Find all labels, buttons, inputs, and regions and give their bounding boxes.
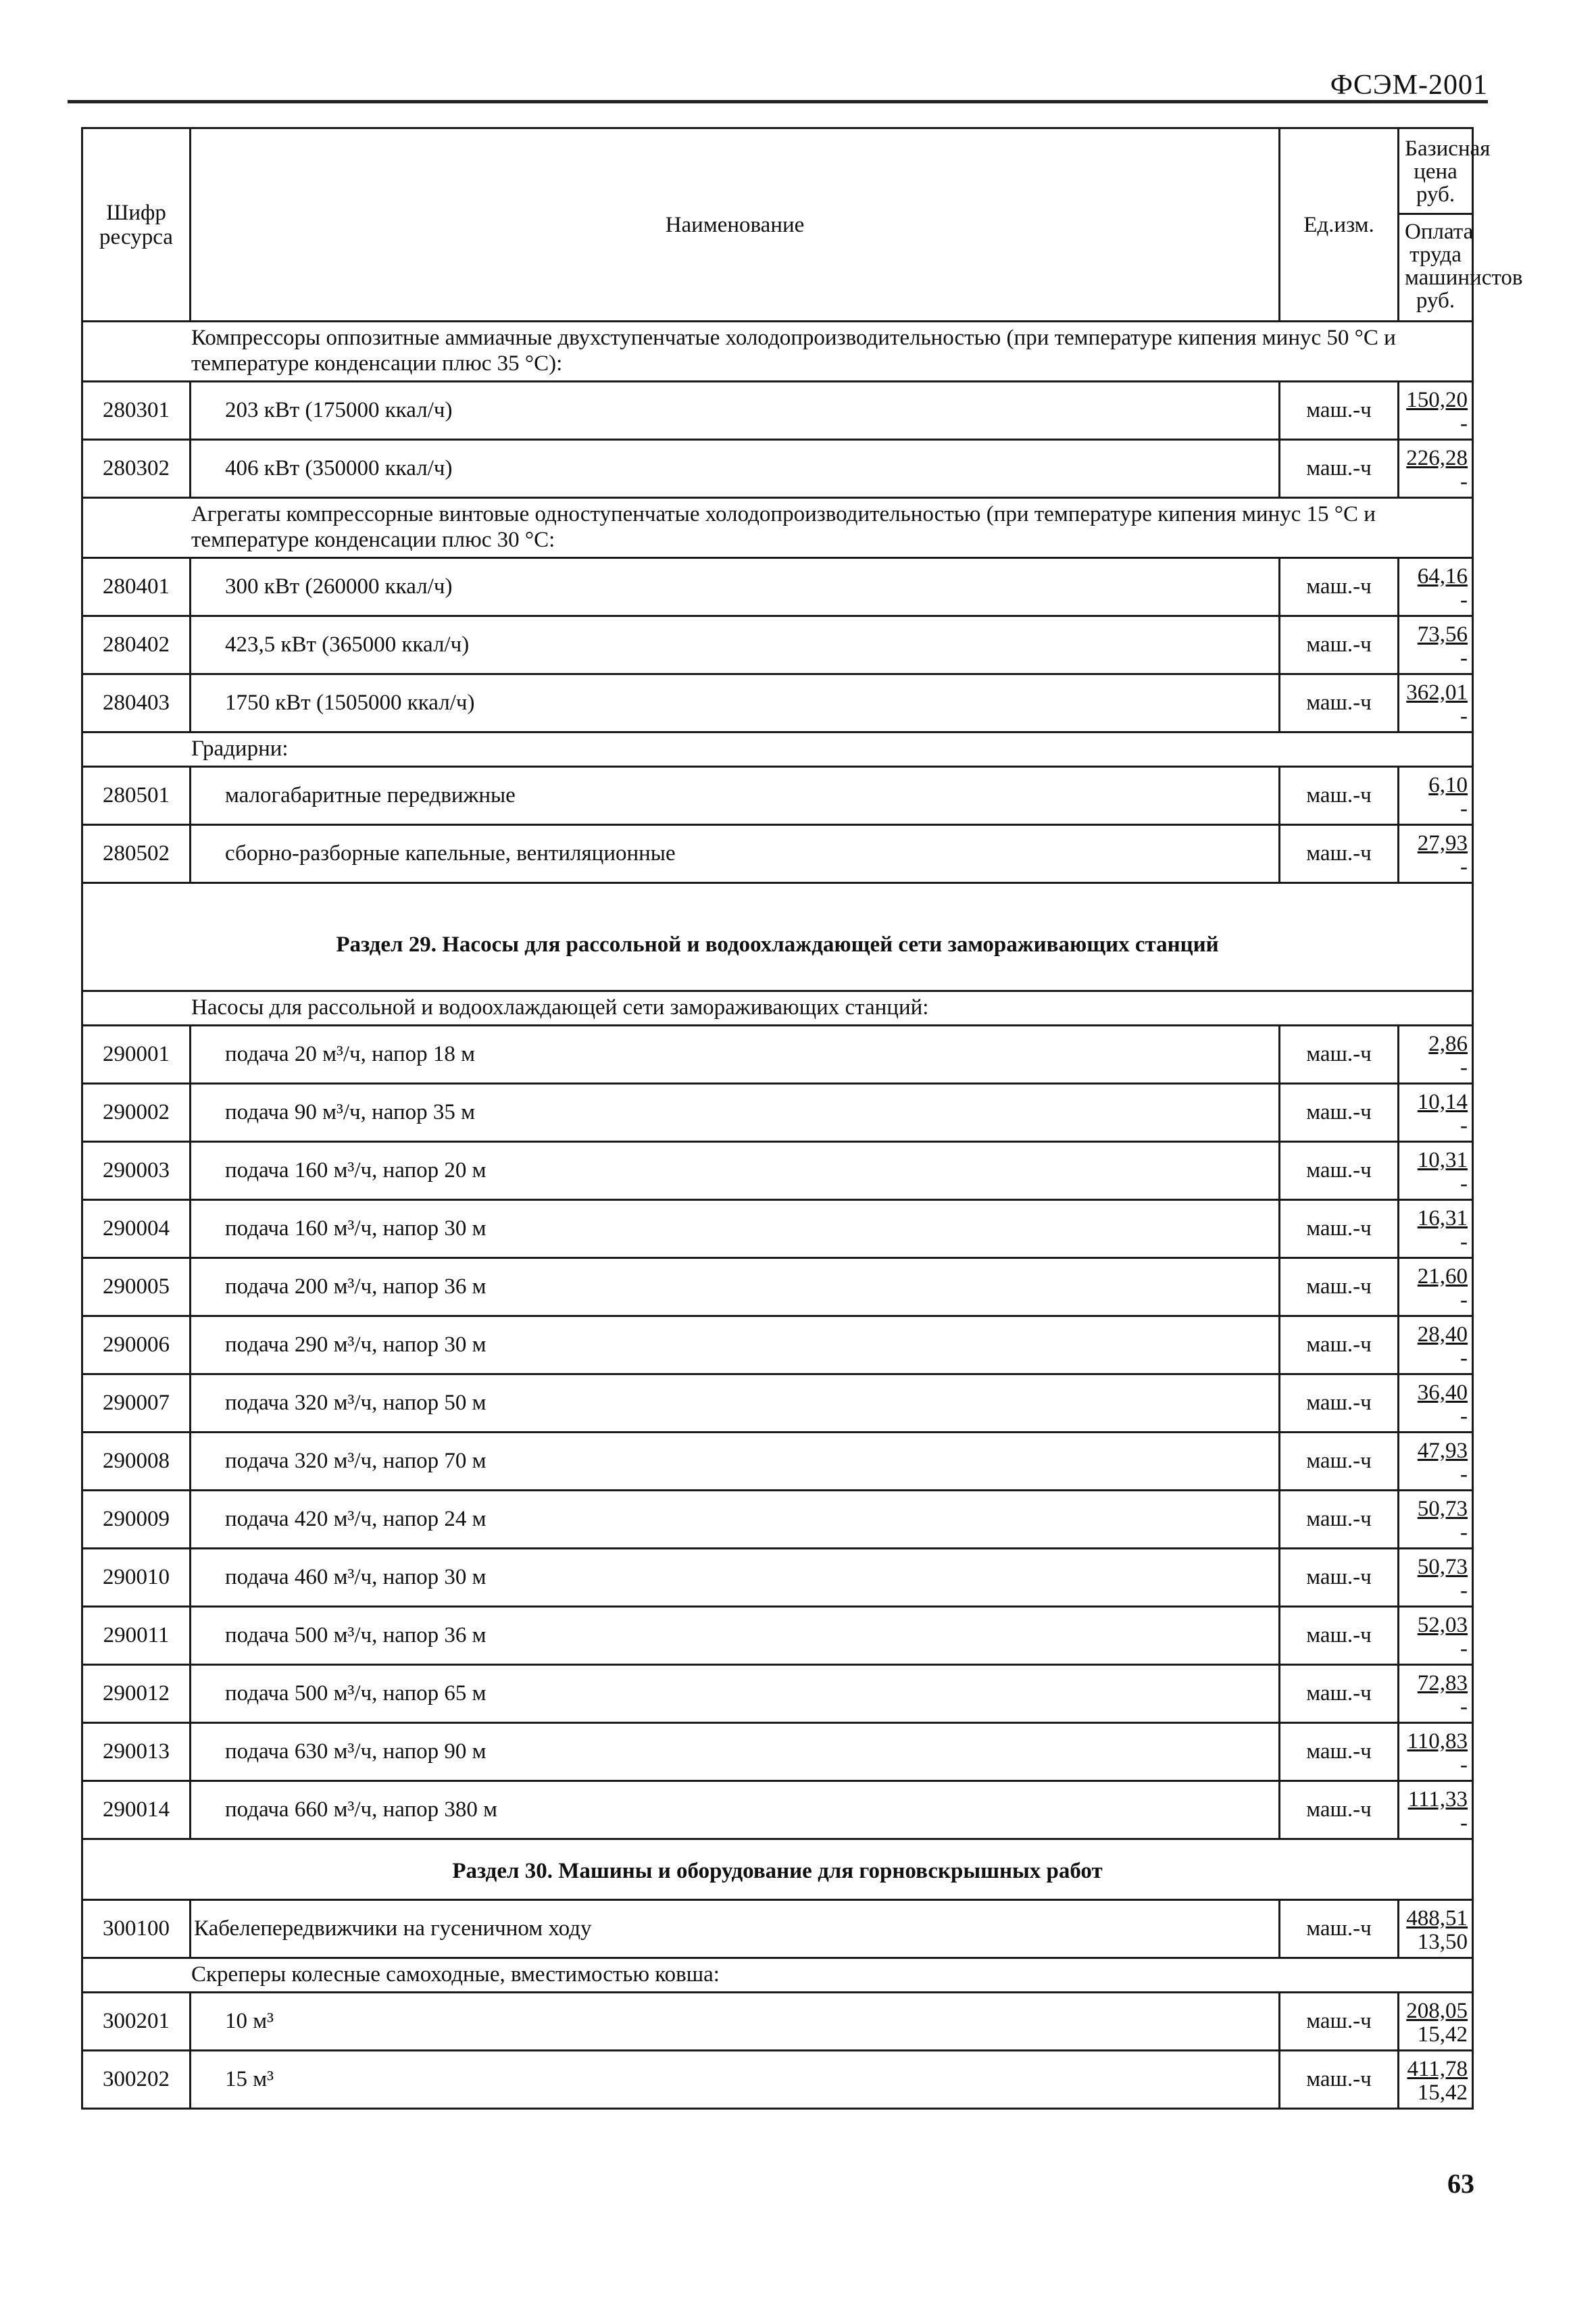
- base-price: 488,51: [1406, 1906, 1468, 1931]
- table-row: [82, 1200, 1473, 1258]
- table-row: [82, 1900, 1473, 1958]
- row-price: [1399, 1549, 1473, 1607]
- row-name: малогабаритные передвижные: [191, 767, 1280, 825]
- base-price: 362,01: [1406, 680, 1468, 705]
- wage-price: -: [1460, 645, 1468, 670]
- row-code: 290013: [82, 1723, 191, 1781]
- row-unit: маш.-ч: [1280, 1665, 1399, 1723]
- row-price: [1399, 558, 1473, 616]
- row-price: [1399, 1026, 1473, 1084]
- table-row: [82, 1549, 1473, 1607]
- base-price: 10,31: [1417, 1147, 1468, 1172]
- row-unit: маш.-ч: [1280, 1993, 1399, 2051]
- row-code: 290011: [82, 1607, 191, 1665]
- wage-price: -: [1460, 1694, 1468, 1719]
- row-unit: маш.-ч: [1280, 2051, 1399, 2109]
- row-unit: маш.-ч: [1280, 1900, 1399, 1958]
- row-unit: маш.-ч: [1280, 1258, 1399, 1316]
- row-price: [1399, 1316, 1473, 1374]
- group-row: [82, 498, 1473, 558]
- base-price: 36,40: [1417, 1380, 1468, 1405]
- page-number: 63: [1447, 2168, 1474, 2199]
- row-unit: маш.-ч: [1280, 1142, 1399, 1200]
- base-price: 21,60: [1417, 1264, 1468, 1289]
- row-code: 290003: [82, 1142, 191, 1200]
- base-price: 2,86: [1428, 1031, 1468, 1056]
- header-price: [1399, 128, 1523, 322]
- wage-price: -: [1460, 1810, 1468, 1835]
- wage-price: -: [1460, 1752, 1468, 1777]
- row-name: 203 кВт (175000 ккал/ч): [191, 382, 1280, 440]
- row-name: подача 320 м³/ч, напор 50 м: [191, 1374, 1280, 1433]
- row-price: [1399, 1433, 1473, 1491]
- base-price: 226,28: [1406, 445, 1468, 470]
- table-row: [82, 1781, 1473, 1839]
- row-code: 290012: [82, 1665, 191, 1723]
- row-unit: маш.-ч: [1280, 440, 1399, 498]
- base-price: 73,56: [1417, 622, 1468, 647]
- table-row: [82, 1491, 1473, 1549]
- row-unit: маш.-ч: [1280, 1723, 1399, 1781]
- group-row: [82, 1958, 1473, 1993]
- row-name: подача 290 м³/ч, напор 30 м: [191, 1316, 1280, 1374]
- table-row: [82, 1993, 1473, 2051]
- row-unit: маш.-ч: [1280, 1374, 1399, 1433]
- row-price: [1399, 440, 1473, 498]
- row-unit: маш.-ч: [1280, 1491, 1399, 1549]
- row-price: [1399, 825, 1473, 883]
- wage-price: -: [1460, 1462, 1468, 1487]
- row-unit: маш.-ч: [1280, 1781, 1399, 1839]
- row-price: [1399, 1200, 1473, 1258]
- wage-price: -: [1460, 1403, 1468, 1428]
- group-label: Агрегаты компрессорные винтовые одноступенчатые холодопроизводительностью (при температуре кипения минус 15 °С и температуре конденсации плюс 30 °С:: [82, 498, 1473, 558]
- wage-price: -: [1460, 1345, 1468, 1370]
- section-title: Раздел 29. Насосы для рассольной и водоохлаждающей сети замораживающих станций: [82, 883, 1473, 991]
- base-price: 50,73: [1417, 1554, 1468, 1579]
- table-row: [82, 1433, 1473, 1491]
- document-code: ФСЭМ-2001: [1330, 70, 1488, 101]
- row-price: [1399, 2051, 1473, 2109]
- base-price: 110,83: [1407, 1728, 1468, 1753]
- group-row: [82, 732, 1473, 767]
- table-row: [82, 616, 1473, 674]
- row-unit: маш.-ч: [1280, 1200, 1399, 1258]
- row-code: 280502: [82, 825, 191, 883]
- group-label: Скреперы колесные самоходные, вместимостью ковша:: [82, 1958, 1473, 1993]
- table-row: [82, 440, 1473, 498]
- row-name: подача 160 м³/ч, напор 20 м: [191, 1142, 1280, 1200]
- row-code: 290004: [82, 1200, 191, 1258]
- table-row: [82, 674, 1473, 732]
- row-name: подача 200 м³/ч, напор 36 м: [191, 1258, 1280, 1316]
- row-code: 280402: [82, 616, 191, 674]
- table-row: [82, 1084, 1473, 1142]
- wage-price: -: [1460, 1171, 1468, 1196]
- section-row: [82, 883, 1473, 991]
- wage-price: -: [1460, 1578, 1468, 1603]
- table-row: [82, 1374, 1473, 1433]
- table-row: [82, 1607, 1473, 1665]
- base-price: 64,16: [1417, 564, 1468, 589]
- table-row: [82, 1665, 1473, 1723]
- row-code: 290014: [82, 1781, 191, 1839]
- row-code: 290008: [82, 1433, 191, 1491]
- row-unit: маш.-ч: [1280, 382, 1399, 440]
- row-name: подача 90 м³/ч, напор 35 м: [191, 1084, 1280, 1142]
- base-price: 47,93: [1417, 1438, 1468, 1463]
- row-name: подача 420 м³/ч, напор 24 м: [191, 1491, 1280, 1549]
- row-name: 1750 кВт (1505000 ккал/ч): [191, 674, 1280, 732]
- base-price: 72,83: [1417, 1670, 1468, 1695]
- row-unit: маш.-ч: [1280, 1026, 1399, 1084]
- row-price: [1399, 1258, 1473, 1316]
- row-price: [1399, 767, 1473, 825]
- row-price: [1399, 1607, 1473, 1665]
- base-price: 16,31: [1417, 1205, 1468, 1230]
- group-row: [82, 991, 1473, 1026]
- table-row: [82, 1142, 1473, 1200]
- wage-price: 13,50: [1417, 1929, 1468, 1954]
- row-name: подача 20 м³/ч, напор 18 м: [191, 1026, 1280, 1084]
- resource-table: [81, 127, 1523, 2110]
- row-unit: маш.-ч: [1280, 674, 1399, 732]
- row-name: подача 500 м³/ч, напор 65 м: [191, 1665, 1280, 1723]
- row-price: [1399, 1781, 1473, 1839]
- section-title: Раздел 30. Машины и оборудование для горновскрышных работ: [82, 1839, 1473, 1900]
- row-unit: маш.-ч: [1280, 616, 1399, 674]
- table-row: [82, 382, 1473, 440]
- row-name: Кабелепередвижчики на гусеничном ходу: [191, 1900, 1280, 1958]
- header-price-wage: Оплата труда машинистов руб.: [1405, 220, 1523, 313]
- row-name: подача 630 м³/ч, напор 90 м: [191, 1723, 1280, 1781]
- table-header-row: [82, 128, 1473, 322]
- base-price: 6,10: [1428, 772, 1468, 797]
- row-price: [1399, 382, 1473, 440]
- row-code: 280403: [82, 674, 191, 732]
- row-price: [1399, 1993, 1473, 2051]
- row-price: [1399, 1723, 1473, 1781]
- base-price: 52,03: [1417, 1612, 1468, 1637]
- group-row: [82, 322, 1473, 382]
- header-rule: [68, 100, 1488, 103]
- row-unit: маш.-ч: [1280, 1607, 1399, 1665]
- header-code: Шифр ресурса: [82, 128, 191, 322]
- row-price: [1399, 674, 1473, 732]
- row-price: [1399, 616, 1473, 674]
- row-price: [1399, 1491, 1473, 1549]
- table-row: [82, 1026, 1473, 1084]
- base-price: 150,20: [1406, 387, 1468, 412]
- row-name: подача 500 м³/ч, напор 36 м: [191, 1607, 1280, 1665]
- row-code: 290002: [82, 1084, 191, 1142]
- section-row: [82, 1839, 1473, 1900]
- wage-price: -: [1460, 1113, 1468, 1138]
- wage-price: -: [1460, 1287, 1468, 1312]
- wage-price: -: [1460, 1520, 1468, 1545]
- row-unit: маш.-ч: [1280, 1084, 1399, 1142]
- base-price: 27,93: [1417, 830, 1468, 855]
- group-label: Насосы для рассольной и водоохлаждающей сети замораживающих станций:: [82, 991, 1473, 1026]
- row-unit: маш.-ч: [1280, 1433, 1399, 1491]
- row-name: подача 320 м³/ч, напор 70 м: [191, 1433, 1280, 1491]
- wage-price: -: [1460, 587, 1468, 612]
- row-unit: маш.-ч: [1280, 1549, 1399, 1607]
- group-label: Компрессоры оппозитные аммиачные двухступенчатые холодопроизводительностью (при температуре кипения минус 50 °С и температуре конденсации плюс 35 °С):: [82, 322, 1473, 382]
- header-price-base: Базисная цена руб.: [1399, 133, 1472, 215]
- group-label: Градирни:: [82, 732, 1473, 767]
- base-price: 50,73: [1417, 1496, 1468, 1521]
- header-unit: Ед.изм.: [1280, 128, 1399, 322]
- base-price: 208,05: [1406, 1998, 1468, 2023]
- base-price: 411,78: [1407, 2056, 1468, 2081]
- wage-price: -: [1460, 854, 1468, 879]
- row-name: 10 м³: [191, 1993, 1280, 2051]
- row-code: 280302: [82, 440, 191, 498]
- table-row: [82, 558, 1473, 616]
- table-row: [82, 1316, 1473, 1374]
- row-name: 15 м³: [191, 2051, 1280, 2109]
- row-unit: маш.-ч: [1280, 825, 1399, 883]
- row-name: 423,5 кВт (365000 ккал/ч): [191, 616, 1280, 674]
- wage-price: 15,42: [1417, 2080, 1468, 2105]
- table-row: [82, 1258, 1473, 1316]
- wage-price: -: [1460, 469, 1468, 494]
- wage-price: -: [1460, 411, 1468, 436]
- row-name: 406 кВт (350000 ккал/ч): [191, 440, 1280, 498]
- wage-price: -: [1460, 1636, 1468, 1661]
- header-name: Наименование: [191, 128, 1280, 322]
- row-unit: маш.-ч: [1280, 558, 1399, 616]
- wage-price: -: [1460, 1055, 1468, 1080]
- base-price: 10,14: [1417, 1089, 1468, 1114]
- row-unit: маш.-ч: [1280, 767, 1399, 825]
- base-price: 28,40: [1417, 1322, 1468, 1347]
- row-price: [1399, 1900, 1473, 1958]
- row-code: 290010: [82, 1549, 191, 1607]
- base-price: 111,33: [1407, 1787, 1468, 1812]
- row-name: сборно-разборные капельные, вентиляционные: [191, 825, 1280, 883]
- table-row: [82, 1723, 1473, 1781]
- table-row: [82, 2051, 1473, 2109]
- row-name: 300 кВт (260000 ккал/ч): [191, 558, 1280, 616]
- row-code: 290001: [82, 1026, 191, 1084]
- row-price: [1399, 1374, 1473, 1433]
- row-code: 280301: [82, 382, 191, 440]
- row-code: 290005: [82, 1258, 191, 1316]
- row-price: [1399, 1142, 1473, 1200]
- row-code: 280501: [82, 767, 191, 825]
- row-name: подача 660 м³/ч, напор 380 м: [191, 1781, 1280, 1839]
- row-code: 290006: [82, 1316, 191, 1374]
- row-code: 290009: [82, 1491, 191, 1549]
- wage-price: -: [1460, 1229, 1468, 1254]
- table-row: [82, 825, 1473, 883]
- wage-price: -: [1460, 796, 1468, 821]
- row-price: [1399, 1665, 1473, 1723]
- row-code: 300100: [82, 1900, 191, 1958]
- row-code: 300202: [82, 2051, 191, 2109]
- table-row: [82, 767, 1473, 825]
- row-name: подача 160 м³/ч, напор 30 м: [191, 1200, 1280, 1258]
- wage-price: -: [1460, 703, 1468, 728]
- row-code: 300201: [82, 1993, 191, 2051]
- row-code: 280401: [82, 558, 191, 616]
- row-name: подача 460 м³/ч, напор 30 м: [191, 1549, 1280, 1607]
- row-code: 290007: [82, 1374, 191, 1433]
- wage-price: 15,42: [1417, 2022, 1468, 2047]
- row-unit: маш.-ч: [1280, 1316, 1399, 1374]
- row-price: [1399, 1084, 1473, 1142]
